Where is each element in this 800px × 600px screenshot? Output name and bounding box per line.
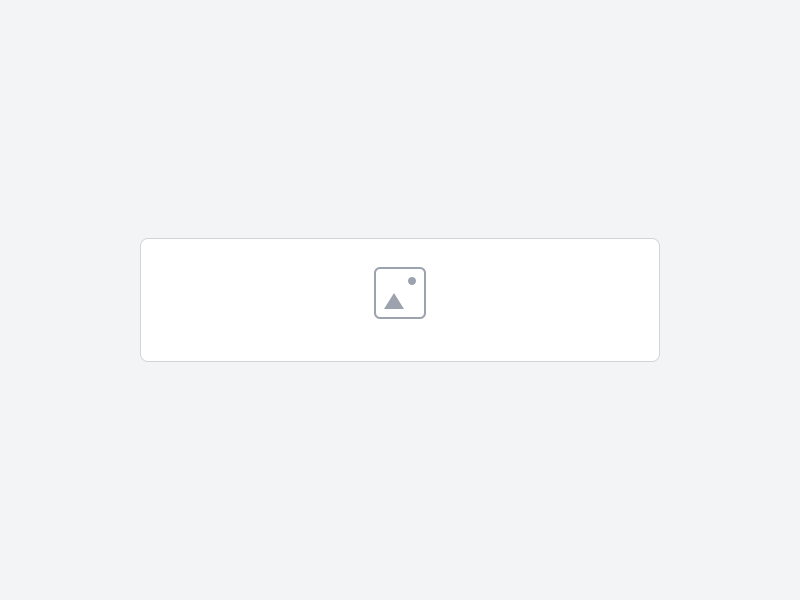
placeholder-panel [140, 238, 660, 362]
image-placeholder-icon [374, 267, 426, 319]
